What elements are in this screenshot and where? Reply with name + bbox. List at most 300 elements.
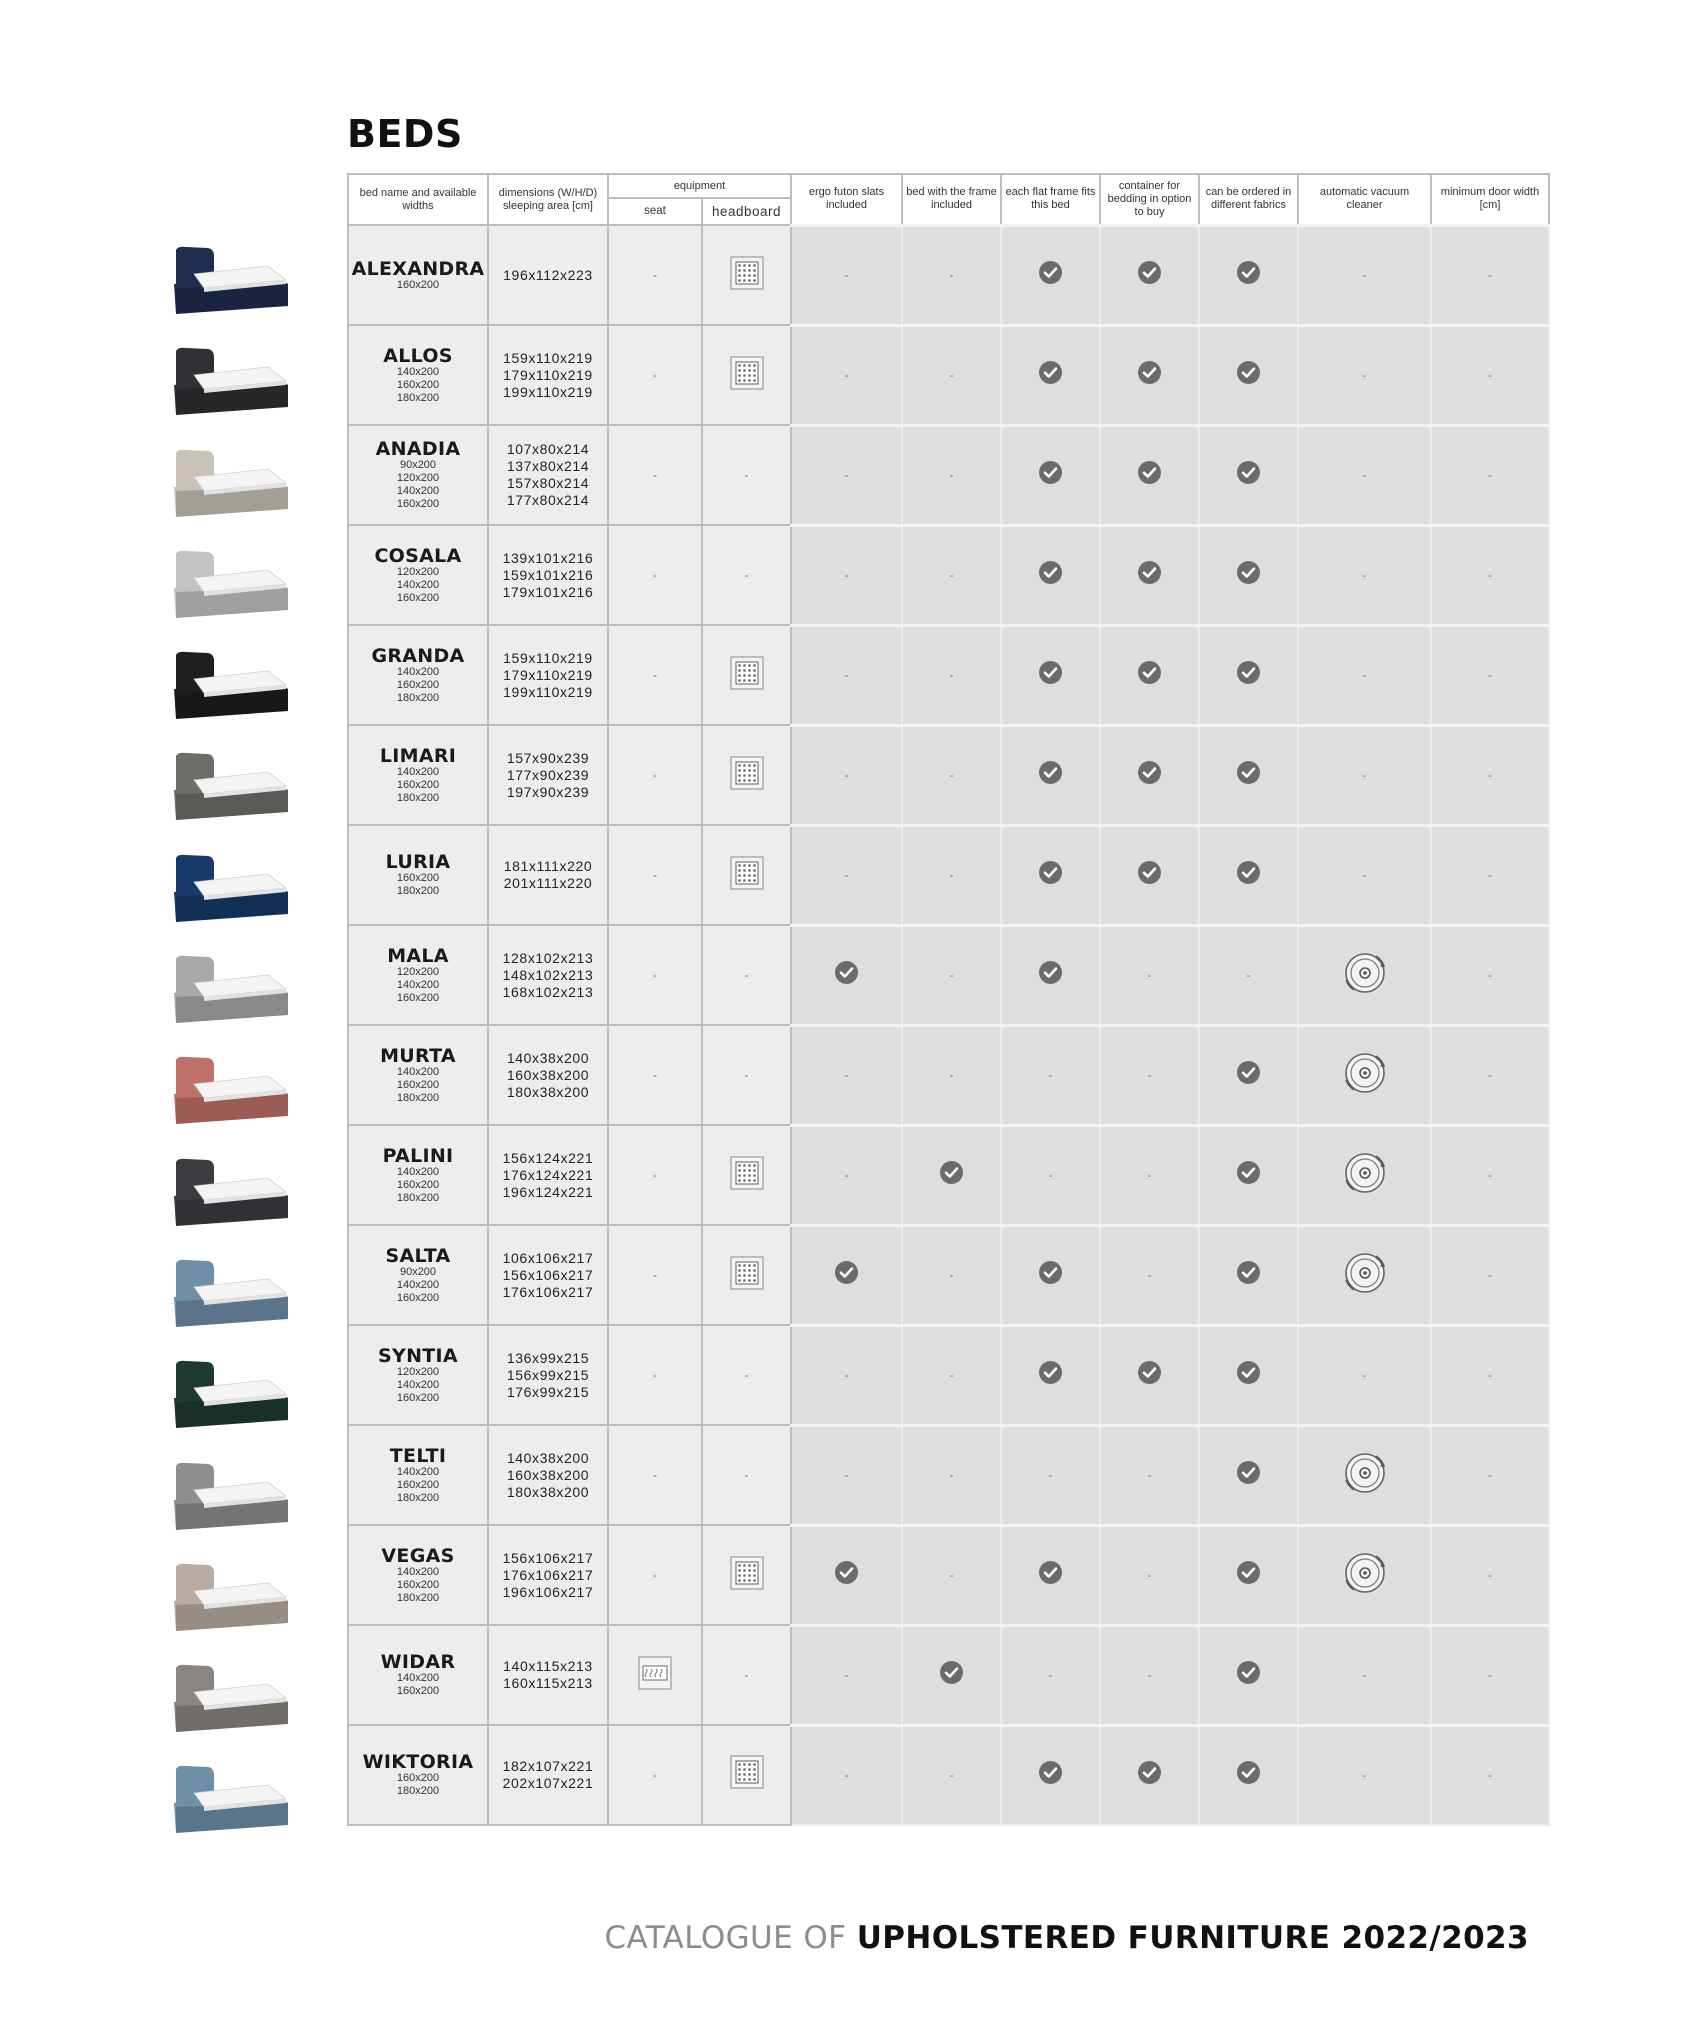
- headboard-cell: [702, 1325, 791, 1425]
- dimensions-cell: [488, 1125, 608, 1225]
- dash: -: [1488, 668, 1492, 682]
- check-icon: [1236, 860, 1261, 885]
- dash: -: [844, 468, 849, 482]
- dimension-value: 137x80x214: [506, 458, 590, 474]
- bed-width: 140x200: [396, 1378, 440, 1391]
- dimensions-cell: [488, 725, 608, 825]
- check-icon: [1038, 560, 1063, 585]
- dash: -: [653, 1468, 657, 1482]
- check-icon: [1038, 1260, 1063, 1285]
- dimensions-cell: [488, 1225, 608, 1325]
- bed-name: SALTA: [385, 1244, 451, 1267]
- vacuum-cell: [1298, 525, 1431, 625]
- flat-frame-cell: [1001, 225, 1100, 325]
- fabrics-cell: [1199, 425, 1298, 525]
- dimension-value: 159x110x219: [503, 649, 593, 666]
- check-icon: [1038, 760, 1063, 785]
- bed-name-cell: [348, 525, 488, 625]
- vacuum-cell: [1298, 225, 1431, 325]
- dash: -: [1488, 1368, 1492, 1382]
- vacuum-cell: [1298, 425, 1431, 525]
- bed-thumbnail: [160, 331, 308, 432]
- seat-cell: [608, 725, 702, 825]
- dash: -: [1362, 1768, 1367, 1782]
- header-container: container for bedding in option to buy: [1100, 174, 1199, 225]
- beds-table-body: [348, 225, 1549, 1825]
- dash: -: [744, 1368, 749, 1382]
- check-icon: [1038, 260, 1063, 285]
- bed-name-cell: [348, 925, 488, 1025]
- headboard-quilted-icon: [730, 1156, 764, 1190]
- headboard-cell: [702, 525, 791, 625]
- dimension-value: 140x38x200: [506, 1049, 590, 1066]
- dimension-value: 202x107x221: [502, 1774, 594, 1791]
- bed-thumbnail: [160, 1648, 308, 1749]
- ergo-cell: [791, 1325, 902, 1425]
- dash: -: [1488, 1268, 1492, 1282]
- table-row: [348, 625, 1549, 725]
- seat-cell: [608, 225, 702, 325]
- dimension-value: 197x90x239: [506, 783, 590, 800]
- bed-name: LIMARI: [379, 744, 457, 767]
- dash: -: [949, 1068, 954, 1082]
- dimensions-cell: [488, 1725, 608, 1825]
- seat-cell: [608, 525, 702, 625]
- bed-name: ANADIA: [375, 438, 461, 460]
- dimension-value: 179x110x219: [503, 366, 593, 383]
- bed-width: 180x200: [396, 885, 440, 897]
- robot-vacuum-icon: [1342, 1050, 1388, 1096]
- bed-name-cell: [348, 725, 488, 825]
- frame-cell: [902, 825, 1001, 925]
- check-icon: [1038, 360, 1063, 385]
- container-cell: [1100, 225, 1199, 325]
- seat-cell: [608, 925, 702, 1025]
- dash: -: [949, 668, 954, 682]
- check-icon: [1137, 460, 1162, 485]
- dash: -: [1147, 1668, 1152, 1682]
- fabrics-cell: [1199, 925, 1298, 1025]
- dash: -: [949, 1768, 954, 1782]
- frame-cell: [902, 1725, 1001, 1825]
- dimension-value: 201x111x220: [503, 875, 593, 891]
- bed-thumbnail: [160, 1547, 308, 1648]
- dash: -: [653, 668, 657, 682]
- headboard-quilted-icon: [730, 756, 764, 790]
- check-icon: [1038, 460, 1063, 485]
- dimension-value: 139x101x216: [502, 549, 594, 566]
- dimensions-cell: [488, 625, 608, 725]
- table-row: [348, 325, 1549, 425]
- dash: -: [653, 468, 657, 482]
- seat-springs-icon: [638, 1656, 672, 1690]
- bed-width: 120x200: [396, 565, 440, 578]
- bed-thumbnail: [160, 433, 308, 534]
- door-cell: [1431, 1425, 1549, 1525]
- fabrics-cell: [1199, 825, 1298, 925]
- headboard-quilted-icon: [730, 856, 764, 890]
- dimension-value: 199x110x219: [503, 683, 593, 700]
- bed-name-cell: [348, 1225, 488, 1325]
- dash: -: [844, 268, 849, 282]
- robot-vacuum-icon: [1342, 950, 1388, 996]
- vacuum-cell: [1298, 325, 1431, 425]
- dash: -: [844, 868, 849, 882]
- dash: -: [1147, 1468, 1152, 1482]
- seat-cell: [608, 1625, 702, 1725]
- check-icon: [1236, 1660, 1261, 1685]
- dash: -: [1362, 268, 1367, 282]
- dash: -: [844, 768, 849, 782]
- ergo-cell: [791, 1025, 902, 1125]
- footer-prefix: CATALOGUE OF: [604, 1920, 847, 1956]
- check-icon: [1038, 960, 1063, 985]
- header-equipment: equipment: [608, 174, 791, 198]
- table-row: [348, 1225, 1549, 1325]
- dimension-value: 179x110x219: [503, 666, 593, 683]
- dash: -: [1488, 468, 1492, 482]
- check-icon: [939, 1160, 964, 1185]
- ergo-cell: [791, 1225, 902, 1325]
- headboard-cell: [702, 825, 791, 925]
- vacuum-cell: [1298, 1525, 1431, 1625]
- bed-thumbnail: [160, 230, 308, 331]
- frame-cell: [902, 925, 1001, 1025]
- bed-name: MURTA: [380, 1044, 456, 1067]
- dash: -: [844, 1468, 849, 1482]
- flat-frame-cell: [1001, 925, 1100, 1025]
- dash: -: [844, 1168, 849, 1182]
- dash: -: [744, 1668, 749, 1682]
- robot-vacuum-icon: [1342, 1450, 1388, 1496]
- dimension-value: 148x102x213: [502, 966, 594, 983]
- dash: -: [1147, 1068, 1152, 1082]
- ergo-cell: [791, 425, 902, 525]
- dimension-value: 196x124x221: [502, 1183, 594, 1200]
- dimension-value: 176x106x217: [502, 1566, 594, 1583]
- frame-cell: [902, 1325, 1001, 1425]
- bed-width: 160x200: [396, 1178, 440, 1191]
- container-cell: [1100, 825, 1199, 925]
- ergo-cell: [791, 525, 902, 625]
- dash: -: [1362, 468, 1367, 482]
- container-cell: [1100, 525, 1199, 625]
- header-frame: bed with the frame included: [902, 174, 1001, 225]
- dash: -: [949, 1468, 954, 1482]
- dimension-value: 160x38x200: [506, 1466, 590, 1483]
- check-icon: [1137, 360, 1162, 385]
- vacuum-cell: [1298, 625, 1431, 725]
- dash: -: [744, 568, 749, 582]
- dimensions-cell: [488, 525, 608, 625]
- bed-thumbnail: [160, 1749, 308, 1850]
- bed-name: LURIA: [385, 851, 451, 873]
- check-icon: [1137, 260, 1162, 285]
- vacuum-cell: [1298, 1025, 1431, 1125]
- bed-thumbnails: [160, 230, 308, 1851]
- bed-width: 140x200: [396, 365, 440, 378]
- bed-thumbnail: [160, 1040, 308, 1141]
- dimension-value: 179x101x216: [502, 583, 594, 600]
- dimension-value: 128x102x213: [502, 949, 594, 966]
- check-icon: [1137, 560, 1162, 585]
- bed-name-cell: [348, 1425, 488, 1525]
- beds-table: [347, 173, 1550, 1826]
- dash: -: [1147, 1168, 1152, 1182]
- check-icon: [1236, 1460, 1261, 1485]
- bed-width: 160x200: [396, 498, 440, 510]
- fabrics-cell: [1199, 1625, 1298, 1725]
- bed-width: 160x200: [396, 1078, 440, 1091]
- dimension-value: 176x99x215: [506, 1383, 590, 1400]
- flat-frame-cell: [1001, 1225, 1100, 1325]
- bed-width: 160x200: [396, 278, 440, 291]
- ergo-cell: [791, 725, 902, 825]
- frame-cell: [902, 625, 1001, 725]
- bed-width: 120x200: [396, 1365, 440, 1378]
- table-row: [348, 425, 1549, 525]
- headboard-quilted-icon: [730, 656, 764, 690]
- bed-name-cell: [348, 1125, 488, 1225]
- dash: -: [844, 368, 849, 382]
- seat-cell: [608, 625, 702, 725]
- headboard-cell: [702, 1425, 791, 1525]
- bed-width: 160x200: [396, 1478, 440, 1491]
- dash: -: [1362, 568, 1367, 582]
- table-row: [348, 1425, 1549, 1525]
- bed-name-cell: [348, 425, 488, 525]
- dash: -: [1488, 568, 1492, 582]
- container-cell: [1100, 1625, 1199, 1725]
- headboard-cell: [702, 1125, 791, 1225]
- dash: -: [653, 968, 657, 982]
- bed-name-cell: [348, 825, 488, 925]
- dash: -: [949, 768, 954, 782]
- dimensions-cell: [488, 1625, 608, 1725]
- headboard-quilted-icon: [730, 1256, 764, 1290]
- dimension-value: 159x101x216: [502, 566, 594, 583]
- check-icon: [834, 1560, 859, 1585]
- frame-cell: [902, 425, 1001, 525]
- bed-name: GRANDA: [371, 644, 465, 667]
- footer-main: UPHOLSTERED FURNITURE 2022/2023: [856, 1920, 1529, 1956]
- container-cell: [1100, 1725, 1199, 1825]
- seat-cell: [608, 1125, 702, 1225]
- door-cell: [1431, 425, 1549, 525]
- dimension-value: 156x106x217: [502, 1549, 594, 1566]
- header-vacuum: automatic vacuum cleaner: [1298, 174, 1431, 225]
- check-icon: [1236, 660, 1261, 685]
- headboard-cell: [702, 425, 791, 525]
- dash: -: [744, 1468, 749, 1482]
- dimensions-cell: [488, 425, 608, 525]
- ergo-cell: [791, 1725, 902, 1825]
- frame-cell: [902, 1225, 1001, 1325]
- door-cell: [1431, 1325, 1549, 1425]
- door-cell: [1431, 725, 1549, 825]
- dash: -: [844, 1068, 849, 1082]
- door-cell: [1431, 1225, 1549, 1325]
- check-icon: [1236, 1060, 1261, 1085]
- dash: -: [844, 1368, 849, 1382]
- header-bed-name: bed name and available widths: [348, 174, 488, 225]
- flat-frame-cell: [1001, 1725, 1100, 1825]
- seat-cell: [608, 825, 702, 925]
- bed-width: 120x200: [396, 472, 440, 484]
- dash: -: [1048, 1668, 1053, 1682]
- vacuum-cell: [1298, 1725, 1431, 1825]
- check-icon: [1137, 660, 1162, 685]
- bed-name: TELTI: [389, 1444, 447, 1467]
- seat-cell: [608, 1325, 702, 1425]
- flat-frame-cell: [1001, 325, 1100, 425]
- dash: -: [1488, 968, 1492, 982]
- door-cell: [1431, 1525, 1549, 1625]
- robot-vacuum-icon: [1342, 1550, 1388, 1596]
- bed-width: 140x200: [396, 578, 440, 591]
- vacuum-cell: [1298, 925, 1431, 1025]
- frame-cell: [902, 225, 1001, 325]
- dash: -: [1362, 768, 1367, 782]
- ergo-cell: [791, 225, 902, 325]
- door-cell: [1431, 825, 1549, 925]
- bed-name-cell: [348, 1325, 488, 1425]
- header-seat: seat: [608, 198, 702, 225]
- bed-name: WIDAR: [380, 1651, 456, 1673]
- check-icon: [1038, 860, 1063, 885]
- header-flat-frame: each flat frame fits this bed: [1001, 174, 1100, 225]
- headboard-cell: [702, 1225, 791, 1325]
- dash: -: [949, 1368, 954, 1382]
- dash: -: [1362, 368, 1367, 382]
- bed-width: 160x200: [396, 378, 440, 391]
- flat-frame-cell: [1001, 1025, 1100, 1125]
- flat-frame-cell: [1001, 1425, 1100, 1525]
- table-row: [348, 525, 1549, 625]
- dash: -: [653, 868, 657, 882]
- bed-width: 180x200: [396, 1784, 440, 1797]
- page-title: BEDS: [347, 112, 463, 156]
- fabrics-cell: [1199, 225, 1298, 325]
- bed-thumbnail: [160, 1243, 308, 1344]
- check-icon: [1038, 660, 1063, 685]
- bed-width: 140x200: [396, 1165, 440, 1178]
- dash: -: [844, 668, 849, 682]
- bed-width: 140x200: [396, 485, 440, 497]
- frame-cell: [902, 1425, 1001, 1525]
- door-cell: [1431, 1625, 1549, 1725]
- flat-frame-cell: [1001, 1625, 1100, 1725]
- dash: -: [949, 568, 954, 582]
- bed-width: 160x200: [396, 678, 440, 691]
- dimension-value: 140x115x213: [503, 1658, 593, 1674]
- flat-frame-cell: [1001, 425, 1100, 525]
- bed-width: 180x200: [396, 391, 440, 404]
- fabrics-cell: [1199, 1525, 1298, 1625]
- flat-frame-cell: [1001, 525, 1100, 625]
- door-cell: [1431, 625, 1549, 725]
- door-cell: [1431, 225, 1549, 325]
- dash: -: [653, 368, 657, 382]
- container-cell: [1100, 325, 1199, 425]
- container-cell: [1100, 1025, 1199, 1125]
- dash: -: [1362, 668, 1367, 682]
- container-cell: [1100, 1325, 1199, 1425]
- table-row: [348, 1525, 1549, 1625]
- dash: -: [653, 1268, 657, 1282]
- bed-width: 140x200: [396, 1278, 440, 1291]
- bed-thumbnail: [160, 1446, 308, 1547]
- dash: -: [949, 1568, 954, 1582]
- flat-frame-cell: [1001, 825, 1100, 925]
- fabrics-cell: [1199, 1425, 1298, 1525]
- dash: -: [949, 468, 954, 482]
- container-cell: [1100, 425, 1199, 525]
- dash: -: [744, 1068, 749, 1082]
- vacuum-cell: [1298, 1125, 1431, 1225]
- check-icon: [1236, 460, 1261, 485]
- dash: -: [1488, 768, 1492, 782]
- dimension-value: 180x38x200: [506, 1083, 590, 1100]
- check-icon: [1038, 1760, 1063, 1785]
- bed-name: ALLOS: [383, 344, 453, 367]
- dash: -: [1048, 1068, 1053, 1082]
- bed-width: 160x200: [396, 1291, 440, 1304]
- bed-width: 180x200: [396, 1491, 440, 1504]
- dimensions-cell: [488, 225, 608, 325]
- headboard-cell: [702, 625, 791, 725]
- fabrics-cell: [1199, 525, 1298, 625]
- frame-cell: [902, 1025, 1001, 1125]
- bed-name: SYNTIA: [378, 1344, 458, 1367]
- dash: -: [1147, 1268, 1152, 1282]
- dash: -: [653, 268, 657, 282]
- check-icon: [1236, 560, 1261, 585]
- frame-cell: [902, 725, 1001, 825]
- header-fabrics: can be ordered in different fabrics: [1199, 174, 1298, 225]
- seat-cell: [608, 1525, 702, 1625]
- check-icon: [1137, 760, 1162, 785]
- dash: -: [844, 1768, 849, 1782]
- dimension-value: 157x90x239: [506, 749, 590, 766]
- dash: -: [1246, 968, 1251, 982]
- ergo-cell: [791, 825, 902, 925]
- bed-name-cell: [348, 1525, 488, 1625]
- dash: -: [653, 568, 657, 582]
- dimensions-cell: [488, 325, 608, 425]
- dimension-value: 136x99x215: [506, 1349, 590, 1366]
- door-cell: [1431, 1125, 1549, 1225]
- frame-cell: [902, 1125, 1001, 1225]
- bed-thumbnail: [160, 736, 308, 837]
- dash: -: [1488, 368, 1492, 382]
- bed-width: 140x200: [396, 1672, 440, 1684]
- bed-width: 160x200: [396, 1685, 440, 1697]
- bed-width: 160x200: [396, 1578, 440, 1591]
- dimension-value: 160x38x200: [506, 1066, 590, 1083]
- dimension-value: 180x38x200: [506, 1483, 590, 1500]
- bed-name: PALINI: [382, 1144, 454, 1167]
- dimension-value: 182x107x221: [502, 1757, 594, 1774]
- dimensions-cell: [488, 925, 608, 1025]
- check-icon: [1236, 1160, 1261, 1185]
- table-row: [348, 1325, 1549, 1425]
- dash: -: [1362, 1368, 1367, 1382]
- bed-thumbnail: [160, 838, 308, 939]
- bed-width: 180x200: [396, 1591, 440, 1604]
- check-icon: [834, 960, 859, 985]
- bed-name-cell: [348, 1025, 488, 1125]
